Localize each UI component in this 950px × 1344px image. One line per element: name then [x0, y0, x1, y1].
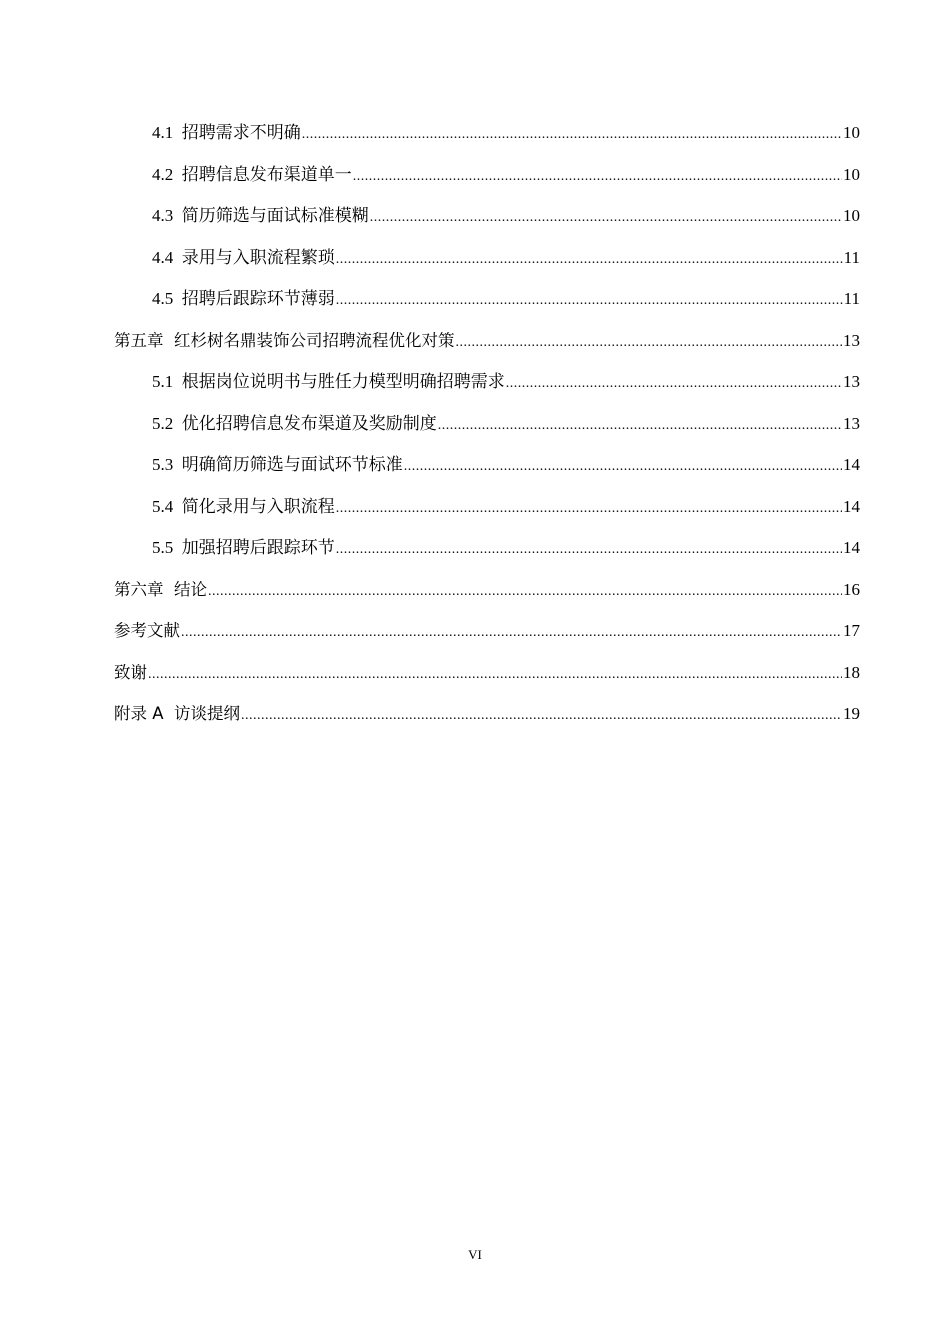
toc-entry-label: 4.3 简历筛选与面试标准模糊: [152, 206, 369, 225]
toc-entry-5-2[interactable]: [114, 403, 860, 445]
toc-entry-chapter-6[interactable]: [114, 569, 860, 611]
toc-entry-label: 4.2 招聘信息发布渠道单一: [152, 164, 352, 184]
toc-dot-leader: [404, 446, 842, 486]
toc-entry-5-4[interactable]: [114, 486, 860, 528]
toc-dot-leader: [456, 322, 843, 362]
toc-entry-label: 4.5 招聘后跟踪环节薄弱: [152, 289, 335, 308]
toc-entry-4-3[interactable]: [114, 195, 860, 237]
toc-entry-label: 5.4 简化录用与入职流程: [152, 496, 335, 516]
toc-entry-5-1[interactable]: [114, 361, 860, 403]
toc-page-number: 13: [843, 330, 860, 350]
toc-dot-leader: [336, 239, 843, 279]
toc-entry-chapter-5[interactable]: [114, 320, 860, 362]
table-of-contents: [114, 112, 860, 735]
toc-entry-label: 致谢: [114, 662, 147, 682]
toc-page-number: 10: [843, 123, 860, 142]
toc-entry-label: 4.4 录用与入职流程繁琐: [152, 247, 335, 267]
toc-dot-leader: [181, 612, 842, 652]
toc-entry-label: 4.1 招聘需求不明确: [152, 123, 301, 142]
toc-page-number: 13: [843, 372, 860, 391]
page-footer-number: VI: [468, 1247, 482, 1262]
toc-page-number: 11: [843, 247, 860, 267]
toc-page-number: 14: [843, 538, 860, 557]
toc-entry-label: 第六章 结论: [114, 579, 207, 599]
toc-entry-4-1[interactable]: [114, 112, 860, 154]
toc-dot-leader: [438, 405, 842, 445]
toc-dot-leader: [302, 114, 842, 154]
toc-entry-label: 5.5 加强招聘后跟踪环节: [152, 538, 335, 557]
toc-dot-leader: [148, 654, 842, 694]
toc-dot-leader: [241, 695, 842, 735]
toc-entry-4-5[interactable]: [114, 278, 860, 320]
toc-entry-label: 附录 A 访谈提纲: [114, 704, 241, 723]
toc-dot-leader: [370, 197, 842, 237]
toc-dot-leader: [208, 571, 842, 611]
toc-entry-4-4[interactable]: [114, 237, 860, 279]
toc-page-number: 13: [843, 413, 860, 433]
toc-entry-label: 5.3 明确简历筛选与面试环节标准: [152, 455, 403, 474]
toc-page-number: 10: [843, 164, 860, 184]
toc-page-number: 18: [843, 662, 860, 682]
toc-dot-leader: [353, 156, 842, 196]
toc-dot-leader: [336, 529, 842, 569]
toc-entry-label: 参考文献: [114, 621, 180, 640]
toc-page-number: 11: [843, 289, 860, 308]
toc-entry-5-5[interactable]: [114, 527, 860, 569]
toc-entry-label: 第五章 红杉树名鼎装饰公司招聘流程优化对策: [114, 330, 455, 350]
toc-entry-acknowledgements[interactable]: [114, 652, 860, 694]
toc-page-number: 19: [843, 704, 860, 723]
toc-page-number: 16: [843, 579, 860, 599]
toc-dot-leader: [336, 488, 842, 528]
toc-dot-leader: [336, 280, 843, 320]
toc-page-number: 10: [843, 206, 860, 225]
toc-entry-5-3[interactable]: [114, 444, 860, 486]
toc-page-number: 14: [843, 455, 860, 474]
toc-entry-references[interactable]: [114, 610, 860, 652]
toc-entry-appendix-a[interactable]: [114, 693, 860, 735]
toc-entry-4-2[interactable]: [114, 154, 860, 196]
toc-page-number: 17: [843, 621, 860, 640]
toc-page-number: 14: [843, 496, 860, 516]
toc-entry-label: 5.1 根据岗位说明书与胜任力模型明确招聘需求: [152, 372, 505, 391]
toc-dot-leader: [506, 363, 842, 403]
toc-entry-label: 5.2 优化招聘信息发布渠道及奖励制度: [152, 413, 437, 433]
